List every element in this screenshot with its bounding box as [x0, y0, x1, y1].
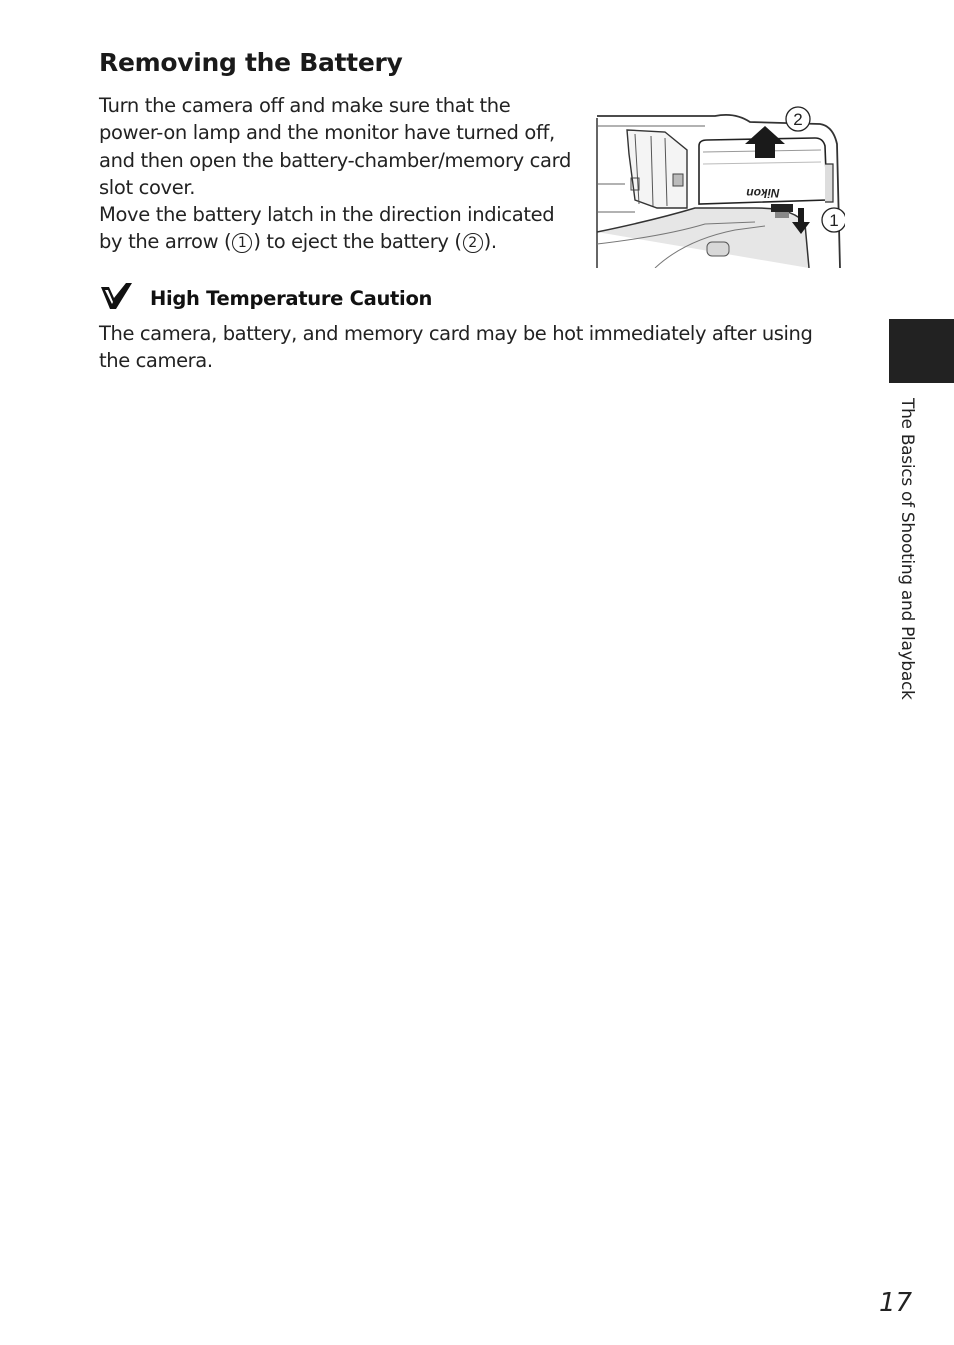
chapter-tab-marker	[889, 319, 954, 383]
caution-text: The camera, battery, and memory card may be hot immediately after using the camera.	[99, 322, 813, 373]
step-marker-2: 2	[463, 233, 483, 253]
camera-battery-drawing	[595, 104, 845, 268]
caution-title: High Temperature Caution	[150, 286, 433, 310]
chapter-tab-label: The Basics of Shooting and Playback	[897, 398, 917, 700]
callout-2: 2	[793, 110, 803, 129]
step-marker-1: 1	[232, 233, 252, 253]
check-mark-icon	[99, 281, 133, 315]
instruction-text-end: ).	[483, 230, 497, 254]
battery-brand-label: Nikon	[746, 186, 780, 200]
instruction-text-start: Move the battery latch in the direction indicated by the arrow (	[99, 203, 555, 254]
instructions	[99, 92, 579, 256]
instruction-paragraph-2	[99, 201, 579, 256]
caution-header	[99, 283, 432, 313]
battery-removal-illustration	[595, 104, 845, 268]
instruction-paragraph-1: Turn the camera off and make sure that the power-on lamp and the monitor have turned off, and then open the battery-chamber/memory card slot cover.	[99, 94, 572, 199]
section-heading: Removing the Battery	[99, 48, 403, 77]
callout-1: 1	[829, 211, 839, 230]
instruction-text-middle: ) to eject the battery (	[253, 230, 462, 254]
page-number: 17	[879, 1288, 913, 1318]
